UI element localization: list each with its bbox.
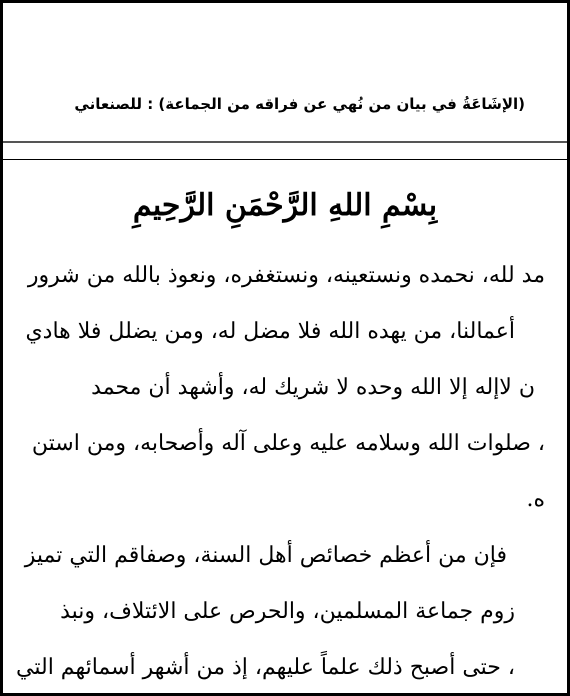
- body-text-line: ه.: [526, 487, 545, 512]
- body-text-line: مد لله، نحمده ونستعينه، ونستغفره، ونعوذ بالله من شرور: [27, 263, 545, 288]
- body-text-line: أعمالنا، من يهده الله فلا مضل له، ومن يضلل فلا هادي: [25, 319, 515, 344]
- body-text-line: زوم جماعة المسلمين، والحرص على الائتلاف، ونبذ: [60, 599, 515, 624]
- header-divider: [3, 141, 567, 143]
- header-title: (الإشَاعَةُ في بيان من نُهي عن فراقه من الجماعة) : للصنعاني: [74, 95, 525, 113]
- page-header: [3, 3, 567, 160]
- body-text-line: ، حتى أصبح ذلك علماً عليهم، إذ من أشهر أسمائهم التي: [16, 655, 515, 680]
- body-text-line: ، صلوات الله وسلامه عليه وعلى آله وأصحابه، ومن استن: [31, 431, 545, 456]
- body-text-line: فإن من أعظم خصائص أهل السنة، وصفاقم التي تميز: [24, 543, 507, 568]
- body-text-line: ن لاإله إلا الله وحده لا شريك له، وأشهد أن محمد: [91, 375, 535, 400]
- basmala-heading: بِسْمِ اللهِ الرَّحْمَنِ الرَّحِيمِ: [132, 188, 438, 223]
